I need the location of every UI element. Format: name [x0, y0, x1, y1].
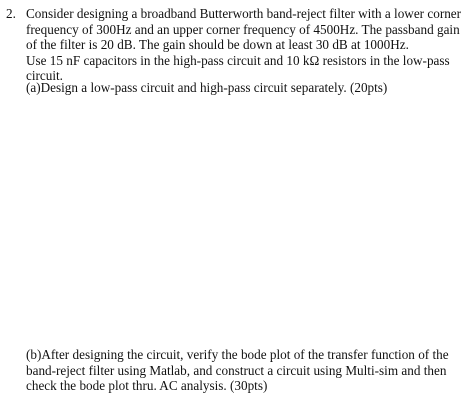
problem-stem [26, 6, 468, 84]
part-a-question: (a)Design a low-pass circuit and high-pass circuit separately. (20pts) [26, 80, 388, 95]
problem-number: 2. [6, 6, 16, 21]
problem-constraint: Use 15 nF capacitors in the high-pass circuit and 10 kΩ resistors in the low-pass circuit. [26, 52, 450, 84]
part-b-question: (b)After designing the circuit, verify the bode plot of the transfer function of the band-reject filter using Matlab, and construct a circuit using Multi-sim and then check the bode plot thru. AC analysis. (30pts) [26, 347, 449, 394]
problem-statement: Consider designing a broadband Butterworth band-reject filter with a lower corner frequency of 300Hz and an upper corner frequency of 4500Hz. The passband gain of the filter is 20 dB. The gain should be down at least 30 dB at 1000Hz. [26, 6, 462, 53]
problem-block [6, 6, 468, 84]
